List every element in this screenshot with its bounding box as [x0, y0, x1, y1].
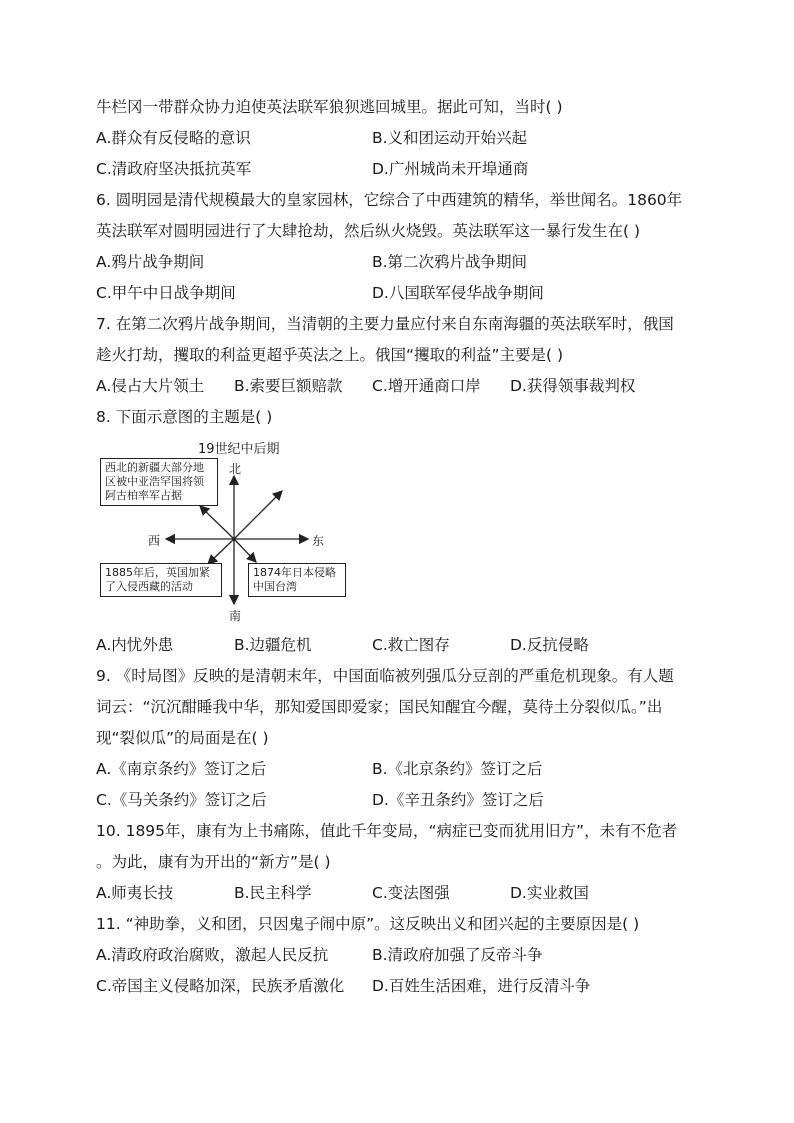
- q6-stem-line2: 英法联军对圆明园进行了大肆抢劫，然后纵火烧毁。英法联军这一暴行发生在( ): [96, 222, 641, 240]
- q9-stem-line2: 词云：“沉沉酣睡我中华，那知爱国即爱家；国民知醒宜今醒，莫待土分裂似瓜。”出: [96, 698, 663, 716]
- q7-option-b: B.索要巨额赔款: [234, 377, 343, 395]
- q5-option-a: A.群众有反侵略的意识: [96, 129, 251, 147]
- q11-option-c: C.帝国主义侵略加深，民族矛盾激化: [96, 977, 345, 995]
- q10-option-d: D.实业救国: [510, 884, 589, 902]
- q8-option-d: D.反抗侵略: [510, 636, 589, 654]
- direction-west: 西: [148, 534, 161, 548]
- q9-stem-line1: 9. 《时局图》反映的是清朝末年，中国面临被列强瓜分豆剖的严重危机现象。有人题: [96, 667, 674, 685]
- q5-option-c: C.清政府坚决抵抗英军: [96, 160, 252, 178]
- box-taiwan: 1874年日本侵略 中国台湾: [248, 563, 346, 597]
- q11-option-a: A.清政府政治腐败，激起人民反抗: [96, 946, 329, 964]
- q11-option-d: D.百姓生活困难，进行反清斗争: [372, 977, 591, 995]
- q8-option-a: A.内忧外患: [96, 636, 174, 654]
- q6-option-b: B.第二次鸦片战争期间: [372, 253, 528, 271]
- q9-option-d: D.《辛丑条约》签订之后: [372, 791, 544, 809]
- frontier-crisis-diagram: [96, 436, 356, 626]
- q7-option-c: C.增开通商口岸: [372, 377, 481, 395]
- q6-option-a: A.鸦片战争期间: [96, 253, 205, 271]
- direction-south: 南: [229, 609, 242, 623]
- q7-option-d: D.获得领事裁判权: [510, 377, 636, 395]
- direction-east: 东: [312, 534, 325, 548]
- q5-option-b: B.义和团运动开始兴起: [372, 129, 528, 147]
- q8-option-c: C.救亡图存: [372, 636, 450, 654]
- q7-option-a: A.侵占大片领土: [96, 377, 205, 395]
- q10-option-c: C.变法图强: [372, 884, 450, 902]
- q9-stem-line3: 现“裂似瓜”的局面是在( ): [96, 729, 269, 747]
- box-xinjiang: 西北的新疆大部分地 区被中亚浩罕国将领 阿古柏率军占据: [100, 458, 218, 506]
- direction-north: 北: [229, 462, 242, 476]
- q6-option-d: D.八国联军侵华战争期间: [372, 284, 544, 302]
- q9-option-a: A.《南京条约》签订之后: [96, 760, 267, 778]
- q10-option-a: A.师夷长技: [96, 884, 174, 902]
- q6-stem-line1: 6. 圆明园是清代规模最大的皇家园林，它综合了中西建筑的精华，举世闻名。1860年: [96, 191, 683, 209]
- q11-option-b: B.清政府加强了反帝斗争: [372, 946, 543, 964]
- q5-option-d: D.广州城尚未开埠通商: [372, 160, 529, 178]
- q9-option-b: B.《北京条约》签订之后: [372, 760, 543, 778]
- q7-stem-line2: 趁火打劫，攫取的利益更超乎英法之上。俄国“攫取的利益”主要是( ): [96, 346, 564, 364]
- q10-stem-line2: 。为此，康有为开出的“新方”是( ): [96, 853, 331, 871]
- q5-stem-end: 牛栏冈一带群众协力迫使英法联军狼狈逃回城里。据此可知，当时( ): [96, 98, 563, 116]
- q6-option-c: C.甲午中日战争期间: [96, 284, 236, 302]
- q10-option-b: B.民主科学: [234, 884, 312, 902]
- q8-stem: 8. 下面示意图的主题是( ): [96, 408, 273, 426]
- q7-stem-line1: 7. 在第二次鸦片战争期间，当清朝的主要力量应付来自东南海疆的英法联军时，俄国: [96, 315, 674, 333]
- q11-stem: 11. “神助拳，义和团，只因鬼子闹中原”。这反映出义和团兴起的主要原因是( ): [96, 915, 640, 933]
- box-tibet: 1885年后，英国加紧 了入侵西藏的活动: [100, 563, 222, 597]
- diagram-title: 19世纪中后期: [198, 442, 280, 457]
- q9-option-c: C.《马关条约》签订之后: [96, 791, 267, 809]
- q8-option-b: B.边疆危机: [234, 636, 312, 654]
- q10-stem-line1: 10. 1895年，康有为上书痛陈，值此千年变局，“病症已变而犹用旧方”，未有不危者: [96, 822, 678, 840]
